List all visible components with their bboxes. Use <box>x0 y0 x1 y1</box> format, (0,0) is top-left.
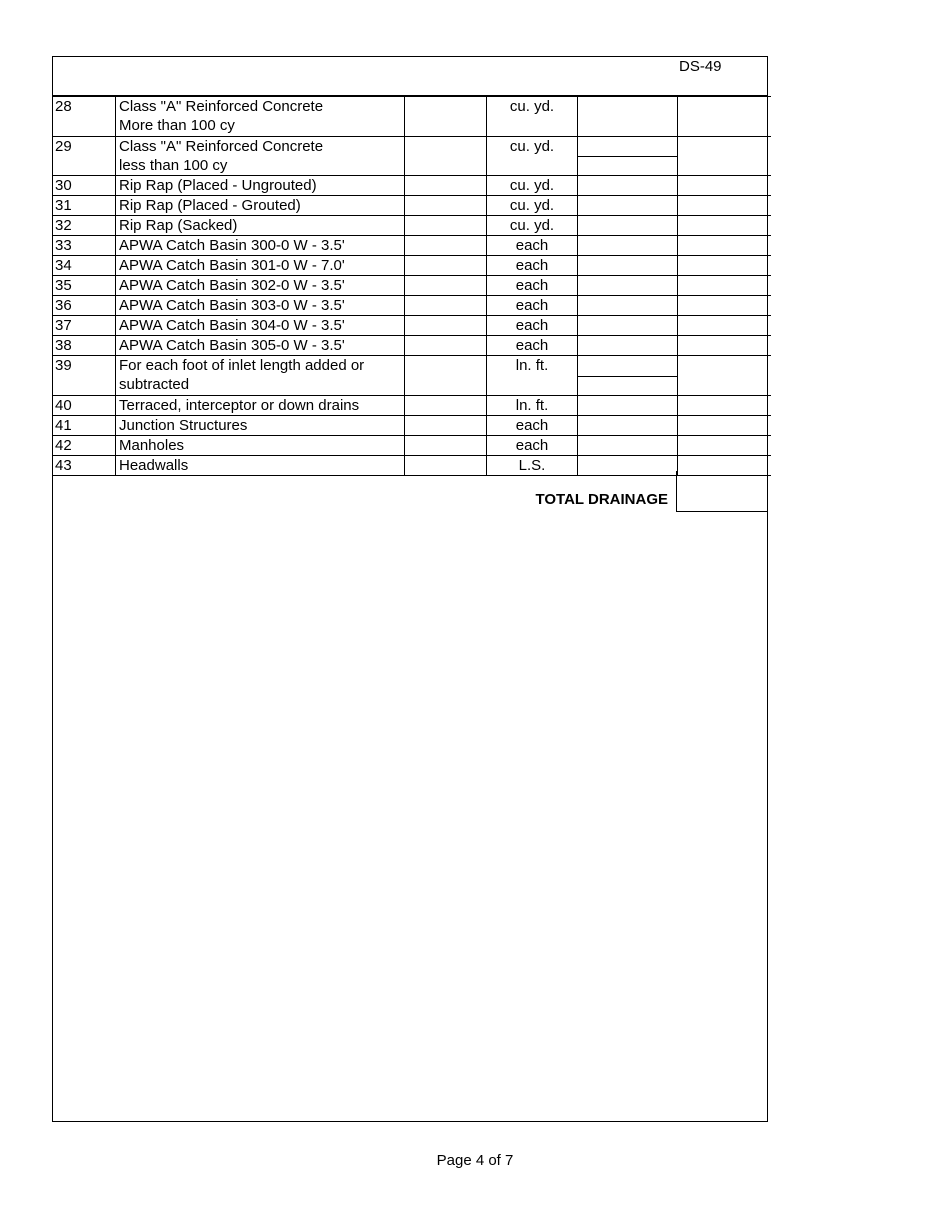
table-row <box>52 336 771 356</box>
total-drainage-box[interactable] <box>676 471 768 512</box>
item-description: APWA Catch Basin 303-0 W - 3.5' <box>116 296 405 316</box>
quantity-cell[interactable] <box>405 256 487 276</box>
amount-cell[interactable] <box>678 236 772 256</box>
description-line: For each foot of inlet length added or <box>119 357 365 375</box>
unit-price-cell[interactable] <box>578 276 678 296</box>
table-row <box>52 176 771 196</box>
unit-price-cell[interactable] <box>578 435 678 455</box>
unit-price-cell[interactable] <box>578 336 678 356</box>
unit-cell: each <box>487 435 578 455</box>
item-number: 40 <box>52 395 116 415</box>
quantity-cell[interactable] <box>405 356 487 396</box>
unit-cell: each <box>487 415 578 435</box>
unit-price-cell[interactable] <box>578 296 678 316</box>
item-description: APWA Catch Basin 302-0 W - 3.5' <box>116 276 405 296</box>
item-number: 33 <box>52 236 116 256</box>
amount-cell[interactable] <box>678 296 772 316</box>
table-row <box>52 395 771 415</box>
unit-price-cell[interactable] <box>578 256 678 276</box>
amount-cell[interactable] <box>678 356 772 396</box>
quantity-cell[interactable] <box>405 296 487 316</box>
item-number: 38 <box>52 336 116 356</box>
page-number: Page 4 of 7 <box>436 1152 514 1169</box>
unit-cell: cu. yd. <box>487 97 578 137</box>
quantity-cell[interactable] <box>405 97 487 137</box>
quantity-cell[interactable] <box>405 136 487 176</box>
quantity-cell[interactable] <box>405 415 487 435</box>
unit-price-cell[interactable] <box>578 97 678 137</box>
unit-cell: ln. ft. <box>487 395 578 415</box>
amount-cell[interactable] <box>678 435 772 455</box>
unit-price-cell[interactable] <box>578 455 678 475</box>
cell-divider <box>578 376 677 377</box>
unit-price-cell[interactable] <box>578 415 678 435</box>
amount-cell[interactable] <box>678 176 772 196</box>
unit-cell: cu. yd. <box>487 136 578 176</box>
item-description: Terraced, interceptor or down drains <box>116 395 405 415</box>
item-description <box>116 136 405 176</box>
table-row <box>52 256 771 276</box>
item-number: 42 <box>52 435 116 455</box>
item-description: Headwalls <box>116 455 405 475</box>
unit-price-cell[interactable] <box>578 236 678 256</box>
item-description <box>116 356 405 396</box>
unit-price-cell[interactable] <box>578 356 678 396</box>
item-description: Rip Rap (Placed - Grouted) <box>116 196 405 216</box>
table-row <box>52 97 771 137</box>
quantity-cell[interactable] <box>405 316 487 336</box>
unit-price-cell[interactable] <box>578 316 678 336</box>
unit-cell: each <box>487 316 578 336</box>
description-line: Class "A" Reinforced Concrete <box>119 137 324 155</box>
form-code: DS-49 <box>679 58 722 75</box>
table-row <box>52 316 771 336</box>
table-row <box>52 196 771 216</box>
description-line: less than 100 cy <box>119 156 228 174</box>
table-row <box>52 455 771 475</box>
item-description <box>116 97 405 137</box>
drainage-items-table <box>52 96 771 476</box>
quantity-cell[interactable] <box>405 176 487 196</box>
amount-cell[interactable] <box>678 136 772 176</box>
item-description: APWA Catch Basin 300-0 W - 3.5' <box>116 236 405 256</box>
table-row <box>52 415 771 435</box>
quantity-cell[interactable] <box>405 395 487 415</box>
table-row <box>52 435 771 455</box>
item-number: 29 <box>52 136 116 176</box>
table-row <box>52 296 771 316</box>
item-description: Rip Rap (Sacked) <box>116 216 405 236</box>
table-row <box>52 276 771 296</box>
item-description: Junction Structures <box>116 415 405 435</box>
unit-cell: each <box>487 296 578 316</box>
unit-price-cell[interactable] <box>578 196 678 216</box>
unit-cell: cu. yd. <box>487 176 578 196</box>
item-description: APWA Catch Basin 305-0 W - 3.5' <box>116 336 405 356</box>
table-row <box>52 136 771 176</box>
item-number: 39 <box>52 356 116 396</box>
quantity-cell[interactable] <box>405 276 487 296</box>
amount-cell[interactable] <box>678 196 772 216</box>
unit-cell: L.S. <box>487 455 578 475</box>
quantity-cell[interactable] <box>405 196 487 216</box>
quantity-cell[interactable] <box>405 435 487 455</box>
cell-divider <box>578 156 677 157</box>
total-drainage-label: TOTAL DRAINAGE <box>535 491 668 508</box>
amount-cell[interactable] <box>678 256 772 276</box>
item-number: 37 <box>52 316 116 336</box>
table-row <box>52 236 771 256</box>
item-description: Manholes <box>116 435 405 455</box>
amount-cell[interactable] <box>678 336 772 356</box>
item-number: 28 <box>52 97 116 137</box>
item-description: APWA Catch Basin 304-0 W - 3.5' <box>116 316 405 336</box>
item-number: 31 <box>52 196 116 216</box>
amount-cell[interactable] <box>678 415 772 435</box>
unit-cell: each <box>487 276 578 296</box>
table-row <box>52 356 771 396</box>
unit-cell: each <box>487 236 578 256</box>
unit-cell: cu. yd. <box>487 216 578 236</box>
unit-cell: each <box>487 336 578 356</box>
description-line: subtracted <box>119 376 190 394</box>
unit-cell: each <box>487 256 578 276</box>
quantity-cell[interactable] <box>405 236 487 256</box>
quantity-cell[interactable] <box>405 455 487 475</box>
amount-cell[interactable] <box>678 395 772 415</box>
item-description: APWA Catch Basin 301-0 W - 7.0' <box>116 256 405 276</box>
description-line: Class "A" Reinforced Concrete <box>119 98 324 115</box>
amount-cell[interactable] <box>678 276 772 296</box>
item-number: 35 <box>52 276 116 296</box>
unit-cell: cu. yd. <box>487 196 578 216</box>
unit-price-cell[interactable] <box>578 216 678 236</box>
item-number: 34 <box>52 256 116 276</box>
item-description: Rip Rap (Placed - Ungrouted) <box>116 176 405 196</box>
unit-price-cell[interactable] <box>578 136 678 176</box>
unit-price-cell[interactable] <box>578 395 678 415</box>
amount-cell[interactable] <box>678 97 772 137</box>
description-line: More than 100 cy <box>119 117 235 134</box>
item-number: 36 <box>52 296 116 316</box>
item-number: 30 <box>52 176 116 196</box>
item-number: 43 <box>52 455 116 475</box>
quantity-cell[interactable] <box>405 336 487 356</box>
item-number: 41 <box>52 415 116 435</box>
amount-cell[interactable] <box>678 216 772 236</box>
amount-cell[interactable] <box>678 316 772 336</box>
table-row <box>52 216 771 236</box>
unit-cell: ln. ft. <box>487 356 578 396</box>
item-number: 32 <box>52 216 116 236</box>
unit-price-cell[interactable] <box>578 176 678 196</box>
quantity-cell[interactable] <box>405 216 487 236</box>
